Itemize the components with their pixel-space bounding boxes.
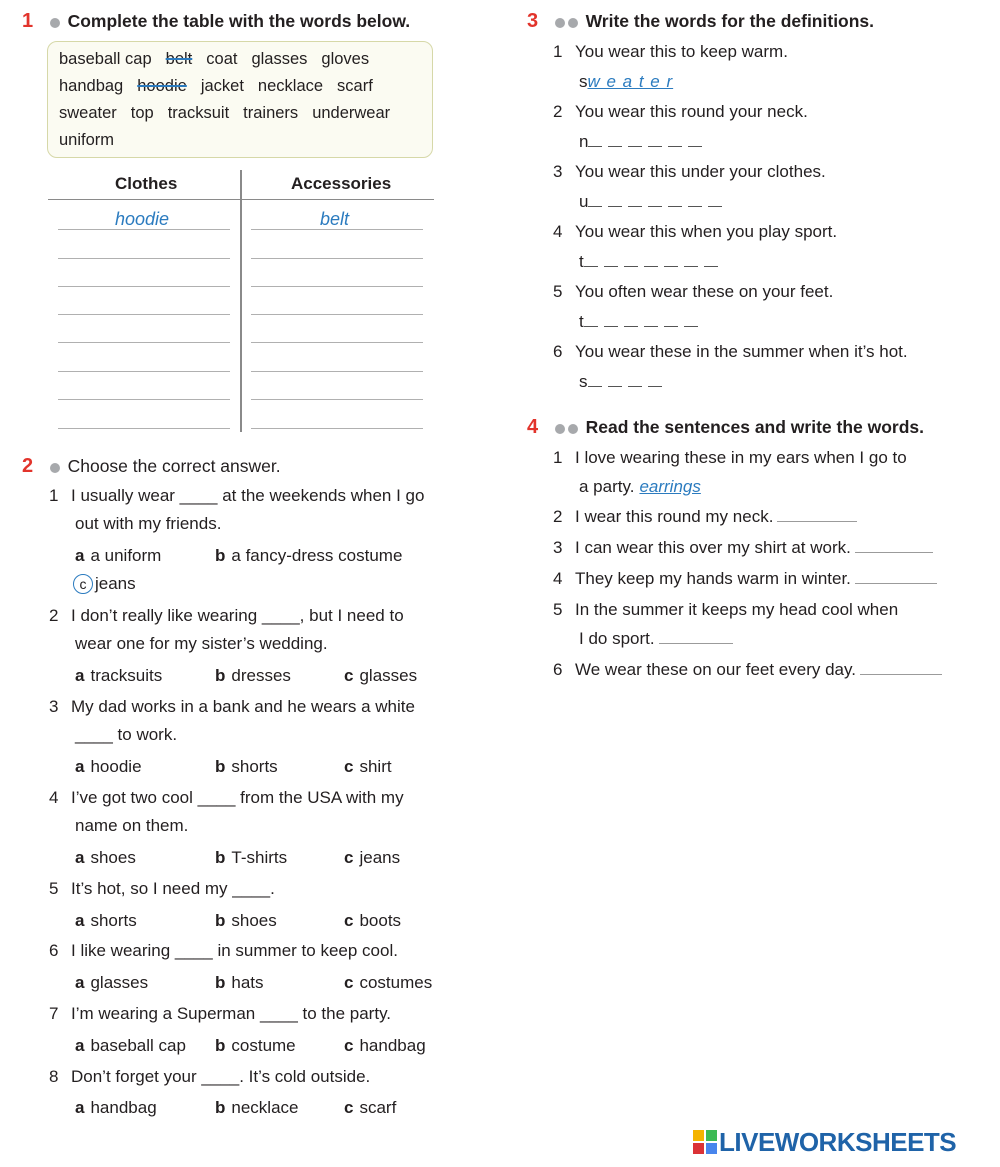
ex3-definition [553, 162, 826, 182]
letter-blanks[interactable] [588, 132, 708, 151]
question-number: 4 [49, 788, 59, 807]
first-letter: s [579, 372, 588, 391]
ex4-sentence [553, 448, 907, 468]
word-item: necklace [257, 77, 324, 95]
sentence-text: They keep my hands warm in winter. [575, 569, 851, 588]
answer-blank[interactable] [860, 674, 942, 675]
ex3-answer [579, 132, 708, 152]
question-number: 1 [553, 448, 563, 467]
first-letter: u [579, 192, 589, 211]
option-b[interactable]: b costume [215, 1036, 296, 1055]
question-text-cont: name on them. [75, 816, 189, 835]
option-letter: c [344, 1098, 354, 1117]
definition-text: You wear this to keep warm. [575, 42, 788, 61]
ex2-question [49, 788, 404, 808]
answer-blank[interactable] [855, 552, 933, 553]
first-letter: t [579, 252, 584, 271]
ex4-sentence [553, 538, 933, 558]
ex3-number: 3 [527, 10, 539, 32]
ex3-title: Write the words for the definitions. [585, 11, 875, 31]
word-item: uniform [59, 131, 115, 149]
brand-name: LIVEWORKSHEETS [719, 1127, 957, 1157]
sentence-text-cont [579, 477, 701, 497]
ex4-sentence [553, 600, 898, 620]
selected-answer-circle-icon[interactable]: c [73, 574, 93, 594]
first-letter: n [579, 132, 589, 151]
clothes-answer-line[interactable] [58, 314, 230, 315]
option-b[interactable]: b dresses [215, 666, 291, 685]
sentence-text: I love wearing these in my ears when I go to [575, 448, 907, 467]
letter-blanks[interactable] [584, 252, 724, 271]
question-text: I usually wear ____ at the weekends when I go [71, 486, 425, 505]
question-number: 1 [553, 42, 563, 61]
word-item: underwear [312, 104, 391, 122]
ex4-sentence [553, 660, 942, 680]
ex2-question [49, 1004, 391, 1024]
accessories-answer-line[interactable] [251, 428, 423, 429]
ex2-question [49, 941, 398, 961]
example-answer: w e a t e r [587, 72, 674, 91]
ex3-answer [579, 72, 673, 92]
option-letter: c [344, 666, 354, 685]
answer-blank[interactable] [659, 643, 733, 644]
question-text: I’m wearing a Superman ____ to the party. [71, 1004, 392, 1023]
ex1-title: Complete the table with the words below. [67, 11, 411, 31]
ex3-definition [553, 282, 833, 302]
question-text: I don’t really like wearing ____, but I need to [71, 606, 404, 625]
question-text: It’s hot, so I need my ____. [71, 879, 275, 898]
difficulty-dot-icon [555, 424, 565, 434]
definition-text: You wear these in the summer when it’s hot. [575, 342, 908, 361]
example-answer: earrings [639, 477, 701, 496]
question-number: 3 [553, 162, 563, 181]
ex2-question [49, 486, 424, 506]
word-box-line-2 [59, 77, 387, 96]
question-text-cont: wear one for my sister’s wedding. [75, 634, 328, 653]
ex3-heading [527, 10, 874, 33]
ex2-question [49, 879, 275, 899]
question-number: 7 [49, 1004, 59, 1023]
ex4-title: Read the sentences and write the words. [585, 417, 925, 437]
answer-blank[interactable] [777, 521, 857, 522]
option-a[interactable]: a tracksuits [75, 666, 163, 685]
ex3-definition [553, 342, 908, 362]
option-b[interactable]: b a fancy-dress costume [215, 546, 403, 565]
question-text: I’ve got two cool ____ from the USA with my [71, 788, 404, 807]
question-number: 2 [49, 606, 59, 625]
option-letter: c [344, 757, 354, 776]
option-b[interactable]: b shoes [215, 911, 277, 930]
word-item: scarf [337, 77, 373, 95]
liveworksheets-logo-icon [693, 1130, 717, 1154]
option-b[interactable]: b hats [215, 973, 264, 992]
ex1-number: 1 [22, 10, 34, 32]
option-a[interactable]: a hoodie [75, 757, 142, 776]
difficulty-dot-icon [50, 18, 60, 28]
option-c[interactable]: c boots [344, 911, 402, 930]
option-c[interactable]: c jeans [344, 848, 401, 867]
accessories-answer-line[interactable] [251, 342, 423, 343]
word-item: top [130, 104, 154, 122]
accessories-answer-line[interactable] [251, 286, 423, 287]
ex3-definition [553, 222, 837, 242]
ex4-sentence [553, 507, 857, 527]
ex2-heading [22, 455, 281, 478]
example-accessories-answer: belt [320, 209, 350, 229]
question-number: 4 [553, 222, 563, 241]
question-number: 6 [553, 342, 563, 361]
accessories-answer-line [251, 229, 423, 230]
col-header-accessories: Accessories [291, 174, 392, 193]
accessories-answer-line[interactable] [251, 399, 423, 400]
option-b[interactable]: b necklace [215, 1098, 299, 1117]
word-item: jacket [200, 77, 244, 95]
accessories-answer-line[interactable] [251, 258, 423, 259]
option-a[interactable]: a shoes [75, 848, 136, 867]
first-letter: t [579, 312, 584, 331]
word-item: trainers [243, 104, 299, 122]
word-item: belt [165, 50, 193, 68]
letter-blanks[interactable] [588, 372, 668, 391]
word-item: glasses [251, 50, 308, 68]
question-number: 4 [553, 569, 563, 588]
clothes-answer-line[interactable] [58, 371, 230, 372]
word-item: handbag [59, 77, 124, 95]
option-c[interactable]: c glasses [344, 666, 418, 685]
word-item: baseball cap [59, 50, 152, 68]
option-c[interactable]: c costumes [344, 973, 433, 992]
option-a[interactable]: a a uniform [75, 546, 162, 565]
question-text-cont: ____ to work. [75, 725, 178, 744]
ex2-question [49, 606, 404, 626]
ex3-answer [579, 372, 668, 392]
question-number: 6 [49, 941, 59, 960]
ex1-heading [22, 10, 410, 33]
sentence-text-cont [579, 629, 733, 649]
ex2-number: 2 [22, 455, 34, 477]
option-a[interactable]: a glasses [75, 973, 149, 992]
ex4-number: 4 [527, 416, 539, 438]
difficulty-dot-icon [568, 424, 578, 434]
sentence-text: We wear these on our feet every day. [575, 660, 856, 679]
question-text: My dad works in a bank and he wears a white [71, 697, 415, 716]
question-number: 1 [49, 486, 59, 505]
word-item: tracksuit [167, 104, 230, 122]
question-number: 2 [553, 102, 563, 121]
option-c[interactable]: c jeans [73, 574, 136, 594]
question-number: 2 [553, 507, 563, 526]
word-box-line-4 [59, 131, 128, 150]
ex2-question [49, 1067, 370, 1087]
question-number: 3 [553, 538, 563, 557]
example-clothes-answer: hoodie [115, 209, 170, 229]
clothes-answer-line[interactable] [58, 399, 230, 400]
answer-blank[interactable] [855, 583, 937, 584]
word-box-line-3 [59, 104, 404, 123]
word-item: coat [206, 50, 238, 68]
accessories-answer-line[interactable] [251, 314, 423, 315]
question-text: I like wearing ____ in summer to keep cool. [71, 941, 398, 960]
ex4-sentence [553, 569, 937, 589]
col-header-clothes: Clothes [115, 174, 178, 193]
ex3-definition [553, 42, 788, 62]
sentence-text: I do sport. [579, 629, 655, 648]
letter-blanks[interactable] [588, 192, 728, 211]
ex2-title: Choose the correct answer. [67, 456, 281, 476]
word-item: hoodie [137, 77, 187, 95]
question-text-cont: out with my friends. [75, 514, 222, 533]
word-box-line-1 [59, 50, 383, 69]
option-letter: c [344, 973, 354, 992]
question-number: 6 [553, 660, 563, 679]
clothes-answer-line[interactable] [58, 428, 230, 429]
definition-text: You often wear these on your feet. [575, 282, 834, 301]
definition-text: You wear this when you play sport. [575, 222, 838, 241]
option-c[interactable]: c handbag [344, 1036, 426, 1055]
table-divider [240, 170, 242, 432]
first-letter: s [579, 72, 588, 91]
option-a[interactable]: a shorts [75, 911, 137, 930]
clothes-answer-line[interactable] [58, 342, 230, 343]
option-letter: c [344, 911, 354, 930]
accessories-answer-line[interactable] [251, 371, 423, 372]
clothes-answer-line [58, 229, 230, 230]
sentence-text: I can wear this over my shirt at work. [575, 538, 851, 557]
clothes-answer-line[interactable] [58, 258, 230, 259]
question-number: 8 [49, 1067, 59, 1086]
ex4-heading [527, 416, 924, 439]
clothes-answer-line[interactable] [58, 286, 230, 287]
question-number: 5 [553, 600, 563, 619]
ex3-definition [553, 102, 808, 122]
ex3-answer [579, 312, 704, 332]
word-item: sweater [59, 104, 117, 122]
definition-text: You wear this under your clothes. [575, 162, 826, 181]
letter-blanks[interactable] [584, 312, 704, 331]
option-letter: c [344, 848, 354, 867]
option-a[interactable]: a handbag [75, 1098, 157, 1117]
sentence-text: In the summer it keeps my head cool when [575, 600, 899, 619]
definition-text: You wear this round your neck. [575, 102, 808, 121]
word-item: gloves [321, 50, 370, 68]
difficulty-dot-icon [50, 463, 60, 473]
option-a[interactable]: a baseball cap [75, 1036, 186, 1055]
option-b[interactable]: b shorts [215, 757, 278, 776]
question-number: 3 [49, 697, 59, 716]
ex3-answer [579, 192, 728, 212]
sentence-text: I wear this round my neck. [575, 507, 774, 526]
question-number: 5 [553, 282, 563, 301]
sentence-text: a party. [579, 477, 635, 496]
option-b[interactable]: b T-shirts [215, 848, 288, 867]
question-number: 5 [49, 879, 59, 898]
liveworksheets-logo [693, 1127, 956, 1158]
option-c[interactable]: c scarf [344, 1098, 397, 1117]
option-c[interactable]: c shirt [344, 757, 392, 776]
word-box [47, 41, 433, 158]
ex3-answer [579, 252, 724, 272]
question-text: Don’t forget your ____. It’s cold outside. [71, 1067, 371, 1086]
option-letter: c [344, 1036, 354, 1055]
difficulty-dot-icon [568, 18, 578, 28]
difficulty-dot-icon [555, 18, 565, 28]
ex2-question [49, 697, 415, 717]
